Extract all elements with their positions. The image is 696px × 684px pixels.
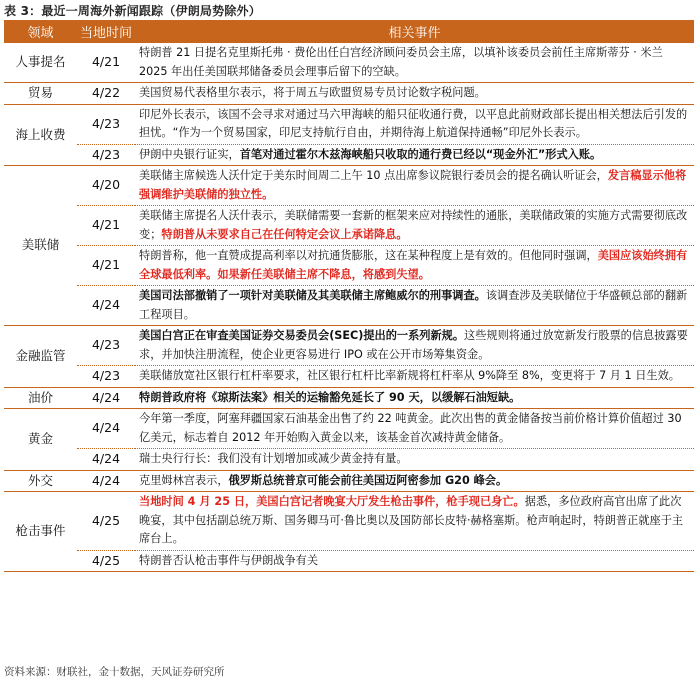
domain-cell: 外交 [4, 470, 77, 492]
date-cell: 4/24 [77, 449, 135, 471]
event-cell [135, 366, 694, 388]
date-cell: 4/21 [77, 246, 135, 286]
date-cell: 4/23 [77, 366, 135, 388]
event-text: 美联储放宽社区银行杠杆率要求，社区银行杠杆比率新规将杠杆率从 9%降至 8%，变更将于 7 月 1 日生效。 [139, 369, 680, 382]
table-row [4, 470, 694, 492]
table-row [4, 326, 694, 366]
date-cell: 4/21 [77, 43, 135, 83]
event-text: 这些规则将通过放宽新发行股票的信息披露要求，并加快注册流程，使企业更容易进行 IPO 或在公开市场筹集资金。 [139, 329, 688, 361]
table-row [4, 144, 694, 166]
source-note: 资料来源：财联社，金十数据，天风证券研究所 [4, 666, 225, 678]
date-cell: 4/23 [77, 144, 135, 166]
domain-cell: 黄金 [4, 409, 77, 471]
date-cell: 4/20 [77, 166, 135, 206]
event-cell [135, 387, 694, 409]
domain-cell: 金融监管 [4, 326, 77, 388]
event-cell [135, 144, 694, 166]
table-row [4, 206, 694, 246]
event-text: 该调查涉及美联储位于华盛顿总部的翻新工程项目。 [139, 289, 688, 321]
bold-text: 俄罗斯总统普京可能会前往美国迈阿密参加 G20 峰会。 [228, 473, 508, 487]
date-cell: 4/25 [77, 492, 135, 551]
domain-cell: 油价 [4, 387, 77, 409]
event-text: 特朗普 21 日提名克里斯托弗 · 费伦出任白宫经济顾问委员会主席，以填补该委员会前任主席斯蒂芬 · 米兰 2025 年出任美国联邦储备委员会理事后留下的空缺。 [139, 46, 663, 78]
table-row [4, 83, 694, 105]
event-text: 据悉，多位政府高官出席了此次晚宴，其中包括副总统万斯、国务卿马可·鲁比奥以及国防部长皮特·赫格塞斯。枪声响起时，特朗普正就座于主席台上。 [139, 495, 684, 545]
highlight-text: 发言稿显示他将强调维护美联储的独立性。 [139, 169, 687, 201]
event-cell [135, 246, 694, 286]
bold-text: 美国白宫正在审查美国证券交易委员会(SEC)提出的一系列新规。 [139, 329, 465, 342]
domain-cell: 人事提名 [4, 43, 77, 83]
table-row [4, 492, 694, 551]
table-row [4, 550, 694, 572]
table-row [4, 409, 694, 449]
event-text: 特朗普否认枪击事件与伊朗战争有关 [139, 553, 319, 567]
event-cell [135, 326, 694, 366]
table-row [4, 166, 694, 206]
event-cell [135, 470, 694, 492]
date-cell: 4/23 [77, 326, 135, 366]
table-row [4, 286, 694, 326]
date-cell: 4/25 [77, 550, 135, 572]
event-text: 伊朗中央银行证实， [139, 147, 240, 161]
event-cell [135, 166, 694, 206]
date-cell: 4/24 [77, 470, 135, 492]
event-text: 印尼外长表示，该国不会寻求对通过马六甲海峡的船只征收通行费，以平息此前财政部长提出相关想法后引发的担忧。“作为一个贸易国家，印尼支持航行自由，并期待海上航道保持通畅”印尼外长表示。 [139, 107, 688, 139]
event-cell [135, 286, 694, 326]
header-event: 相关事件 [135, 20, 694, 43]
domain-cell: 美联储 [4, 166, 77, 326]
table-row [4, 366, 694, 388]
event-text: 特朗普称，他一直赞成提高利率以对抗通货膨胀，这在某种程度上是有效的。但他同时强调， [139, 249, 598, 262]
event-cell [135, 83, 694, 105]
news-table [4, 20, 694, 572]
domain-cell: 枪击事件 [4, 492, 77, 572]
highlight-text: 特朗普从未要求自己在任何特定会议上承诺降息。 [161, 227, 408, 241]
event-cell [135, 409, 694, 449]
table-row [4, 104, 694, 144]
event-cell [135, 206, 694, 246]
event-cell [135, 550, 694, 572]
highlight-text: 美国应该始终拥有全球最低利率。如果新任美联储主席不降息，将感到失望。 [139, 249, 688, 281]
event-cell [135, 492, 694, 551]
table-row [4, 387, 694, 409]
bold-text: 首笔对通过霍尔木兹海峡船只收取的通行费已经以“现金外汇”形式入账。 [239, 147, 602, 161]
event-text: 今年第一季度，阿塞拜疆国家石油基金出售了约 22 吨黄金。此次出售的黄金储备按当前价格计算价值超过 30 亿美元，标志着自 2012 年开始购入黄金以来，该基金首次减持黄金储备。 [139, 412, 682, 444]
date-cell: 4/24 [77, 409, 135, 449]
date-cell: 4/23 [77, 104, 135, 144]
event-text: 克里姆林宫表示， [139, 473, 229, 487]
table-row [4, 43, 694, 83]
domain-cell: 海上收费 [4, 104, 77, 166]
table-row [4, 246, 694, 286]
bold-text: 美国司法部撤销了一项针对美联储及其美联储主席鲍威尔的刑事调查。 [139, 289, 486, 302]
header-domain: 领域 [4, 20, 77, 43]
event-text: 美联储主席候选人沃什定于美东时间周二上午 10 点出席参议院银行委员会的提名确认听证会， [139, 169, 608, 182]
date-cell: 4/24 [77, 387, 135, 409]
date-cell: 4/21 [77, 206, 135, 246]
date-cell: 4/22 [77, 83, 135, 105]
event-text: 美国贸易代表格里尔表示，将于周五与欧盟贸易专员讨论数字税问题。 [139, 86, 486, 99]
header-date: 当地时间 [77, 20, 135, 43]
domain-cell: 贸易 [4, 83, 77, 105]
event-cell [135, 104, 694, 144]
table-row [4, 449, 694, 471]
event-cell [135, 449, 694, 471]
table-header-row [4, 20, 694, 43]
event-text: 美联储主席提名人沃什表示，美联储需要一套新的框架来应对持续性的通胀，美联储政策的实施方式需要彻底改变； [139, 209, 688, 241]
date-cell: 4/24 [77, 286, 135, 326]
table-caption: 表 3：最近一周海外新闻跟踪（伊朗局势除外） [4, 4, 261, 18]
event-text: 瑞士央行行长：我们没有计划增加或减少黄金持有量。 [139, 452, 408, 465]
highlight-text: 当地时间 4 月 25 日，美国白宫记者晚宴大厅发生枪击事件，枪手现已身亡。 [139, 495, 525, 508]
bold-text: 特朗普政府将《琼斯法案》相关的运输豁免延长了 90 天，以缓解石油短缺。 [139, 390, 521, 404]
table-body [4, 43, 694, 572]
event-cell [135, 43, 694, 83]
